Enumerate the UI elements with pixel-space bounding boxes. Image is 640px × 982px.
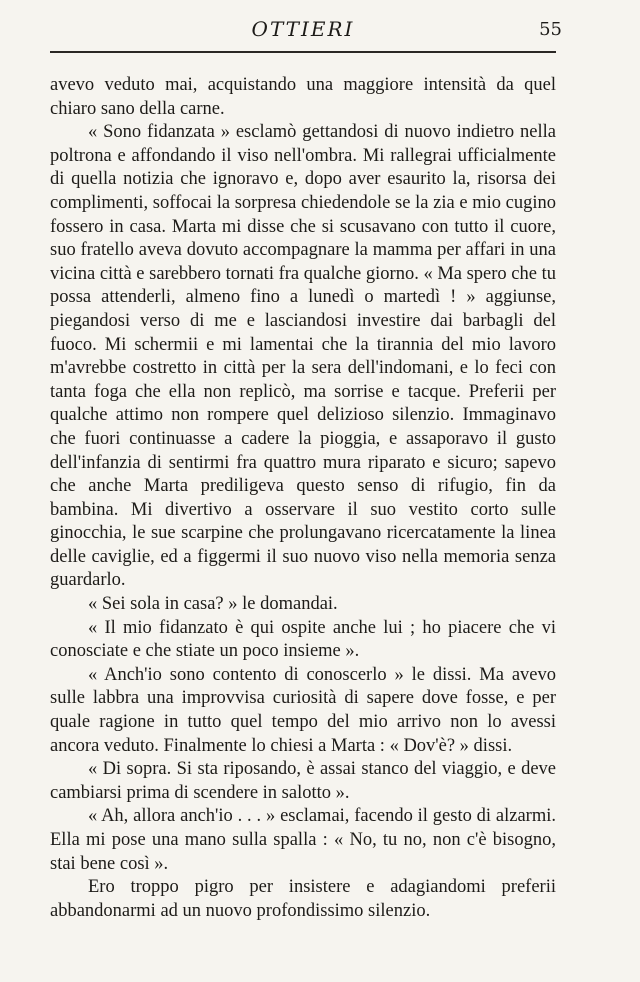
paragraph: « Di sopra. Si sta riposando, è assai stanco del viaggio, e deve cambiarsi prima di scendere in salotto ». [50,759,556,803]
running-title: OTTIERI [251,17,355,41]
paragraph: « Anch'io sono contento di conoscerlo » le dissi. Ma avevo sulle labbra una improvvisa curiosità di sapere dove fosse, e per quale ragione in tutto quel tempo del mio arrivo non lo avessi ancora veduto. Finalmente lo chiesi a Marta : « Dov'è? » dissi. [50,664,556,756]
page-body [50,74,556,923]
running-header [50,17,562,53]
paragraph: Ero troppo pigro per insistere e adagiandomi preferii abbandonarmi ad un nuovo profondissimo silenzio. [50,877,556,921]
page-number: 55 [539,19,562,40]
paragraph-continuation: avevo veduto mai, acquistando una maggiore intensità da quel chiaro sano della carne. [50,75,556,119]
paragraph: « Sei sola in casa? » le domandai. [88,594,338,615]
paragraph: « Sono fidanzata » esclamò gettandosi di nuovo indietro nella poltrona e affondando il viso nell'ombra. Mi rallegrai ufficialmente di quella notizia che ignoravo e, dopo aver esaurito la, risorsa dei complimenti, soffocai la sorpresa chiedendole se la zia e mio cugino fossero in casa. Marta mi disse che si scusavano con tutto il cuore, suo fratello aveva dovuto accompagnare la mamma per affari in una vicina città e sarebbero tornati fra qualche giorno. « Ma spero che tu possa attenderli, almeno fino a lunedì o martedì ! » aggiunse, piegandosi verso di me e lasciandosi investire dai barbagli del fuoco. Mi schermii e mi lamentai che la tirannia del mio lavoro m'avrebbe costretto in città per la sera dell'indomani, e lo feci con tanta foga che ella non replicò, ma sorrise e tacque. Preferii per qualche attimo non rompere quel delizioso silenzio. Immaginavo che fuori continuasse a cadere la pioggia, e assaporavo il gusto dell'infanzia di sentirmi fra quattro mura riparato e sicuro; sapevo che anche Marta prediligeva questo senso di rifugio, fin da bambina. Mi divertivo a osservare il suo vestito corto sulle ginocchia, le sue scarpine che prolungavano ricercatamente la linea delle caviglie, ed a figgermi il suo nuovo viso nella memoria senza guardarlo. [50,122,556,591]
paragraph: « Il mio fidanzato è qui ospite anche lui ; ho piacere che vi conosciate e che stiate un poco insieme ». [50,617,556,662]
paragraph: « Ah, allora anch'io . . . » esclamai, facendo il gesto di alzarmi. Ella mi pose una mano sulla spalla : « No, tu no, non c'è bisogno, stai bene così ». [50,806,556,874]
